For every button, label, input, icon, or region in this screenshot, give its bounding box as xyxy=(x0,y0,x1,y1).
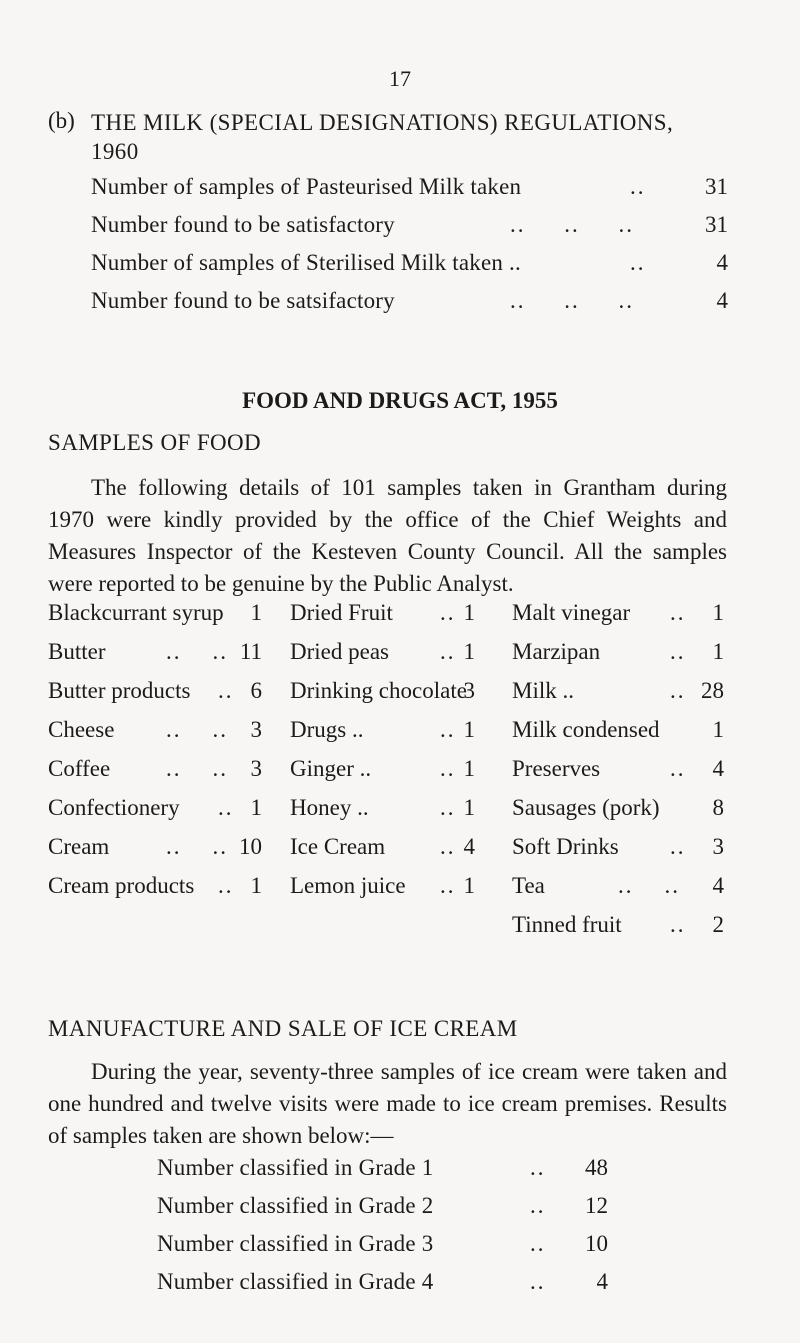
milk-row-leader: .. xyxy=(630,174,646,199)
food-sample-count: 1 xyxy=(712,717,724,742)
food-sample-leader: .. xyxy=(440,717,456,742)
food-sample-count: 3 xyxy=(712,834,724,859)
grade-row-label: Number classified in Grade 4 xyxy=(157,1269,434,1294)
food-sample-count: 1 xyxy=(712,600,724,625)
food-sample-leader: .. xyxy=(670,756,686,781)
grade-row-label: Number classified in Grade 2 xyxy=(157,1193,434,1218)
food-sample-count: 1 xyxy=(463,795,475,820)
food-sample-name: Cheese xyxy=(48,717,115,742)
food-samples-subheading: SAMPLES OF FOOD xyxy=(48,430,262,455)
grade-row-value: 48 xyxy=(585,1155,608,1180)
grade-row-leader: .. xyxy=(530,1155,546,1180)
food-sample-count: 28 xyxy=(701,678,724,703)
food-sample-name: Blackcurrant syrup xyxy=(48,600,224,625)
food-sample-name: Sausages (pork) xyxy=(512,795,660,820)
food-sample-leader: .. xyxy=(440,873,456,898)
food-samples-paragraph-text: The following details of 101 samples taken in Grantham during 1970 were kindly provided by the office of the Chief Weights and Measures Inspector of the Kesteven County Council. All the samples were reported to be genuine by the Public Analyst. xyxy=(48,475,727,596)
food-sample-count: 4 xyxy=(712,873,724,898)
food-sample-leader: .. .. xyxy=(166,834,228,859)
food-sample-name: Dried peas xyxy=(290,639,389,664)
food-sample-count: 1 xyxy=(463,600,475,625)
food-sample-name: Marzipan xyxy=(512,639,601,664)
food-sample-count: 1 xyxy=(250,795,262,820)
grade-row-value: 12 xyxy=(585,1193,608,1218)
milk-row-label: Number of samples of Pasteurised Milk taken xyxy=(91,174,522,199)
grade-row-value: 4 xyxy=(596,1269,608,1294)
ice-cream-heading: MANUFACTURE AND SALE OF ICE CREAM xyxy=(48,1016,518,1041)
milk-row-label: Number found to be satisfactory xyxy=(91,212,395,237)
food-sample-name: Tea xyxy=(512,873,545,898)
grade-row-leader: .. xyxy=(530,1231,546,1256)
food-sample-count: 1 xyxy=(463,717,475,742)
food-sample-leader: .. .. xyxy=(618,873,680,898)
food-sample-count: 1 xyxy=(250,873,262,898)
food-sample-count: 1 xyxy=(712,639,724,664)
ice-cream-paragraph-text: During the year, seventy-three samples of ice cream were taken and one hundred and twelve visits were made to ice cream premises. Results of samples taken are shown below:— xyxy=(48,1059,727,1148)
milk-row-label: Number of samples of Sterilised Milk taken .. xyxy=(91,250,521,275)
food-sample-leader: .. xyxy=(440,756,456,781)
food-sample-name: Confectionery xyxy=(48,795,180,820)
grade-row-label: Number classified in Grade 1 xyxy=(157,1155,434,1180)
food-sample-name: Drugs .. xyxy=(290,717,364,742)
food-sample-leader: .. xyxy=(218,873,234,898)
food-sample-name: Milk .. xyxy=(512,678,574,703)
milk-row-value: 4 xyxy=(716,288,728,313)
food-sample-leader: .. xyxy=(670,639,686,664)
food-sample-leader: .. xyxy=(670,834,686,859)
grade-row-value: 10 xyxy=(585,1231,608,1256)
food-samples-paragraph xyxy=(48,472,727,600)
section-title xyxy=(91,108,673,166)
ice-cream-paragraph xyxy=(48,1056,727,1152)
milk-row-label: Number found to be satsifactory xyxy=(91,288,395,313)
food-sample-count: 1 xyxy=(463,873,475,898)
food-sample-name: Dried Fruit xyxy=(290,600,393,625)
food-sample-count: 3 xyxy=(463,678,475,703)
section-title-line-2: 1960 xyxy=(91,139,139,164)
food-sample-name: Soft Drinks xyxy=(512,834,619,859)
milk-row-value: 31 xyxy=(705,212,728,237)
milk-row-leader: .. .. .. xyxy=(510,288,634,313)
food-sample-leader: .. xyxy=(440,795,456,820)
page-number: 17 xyxy=(389,66,411,91)
food-sample-count: 1 xyxy=(463,756,475,781)
food-sample-count: 10 xyxy=(239,834,262,859)
food-sample-leader: .. .. xyxy=(166,717,228,742)
food-sample-name: Preserves xyxy=(512,756,601,781)
food-sample-count: 4 xyxy=(463,834,475,859)
grade-row-label: Number classified in Grade 3 xyxy=(157,1231,434,1256)
food-sample-count: 8 xyxy=(712,795,724,820)
food-sample-count: 2 xyxy=(712,912,724,937)
food-sample-leader: .. xyxy=(440,600,456,625)
food-sample-name: Tinned fruit xyxy=(512,912,622,937)
food-sample-count: 1 xyxy=(250,600,262,625)
food-sample-leader: .. xyxy=(440,639,456,664)
milk-row-leader: .. xyxy=(630,250,646,275)
milk-row-value: 31 xyxy=(705,174,728,199)
food-sample-name: Butter xyxy=(48,639,106,664)
food-sample-name: Cream products xyxy=(48,873,195,898)
food-sample-leader: .. xyxy=(670,678,686,703)
food-sample-leader: .. xyxy=(218,678,234,703)
food-sample-count: 6 xyxy=(250,678,262,703)
food-drugs-heading: FOOD AND DRUGS ACT, 1955 xyxy=(242,388,558,413)
food-sample-name: Milk condensed xyxy=(512,717,660,742)
food-sample-name: Ice Cream xyxy=(290,834,386,859)
food-sample-leader: .. .. xyxy=(166,756,228,781)
food-sample-count: 1 xyxy=(463,639,475,664)
food-sample-name: Cream xyxy=(48,834,110,859)
section-title-line-1: THE MILK (SPECIAL DESIGNATIONS) REGULATIONS, xyxy=(91,110,674,135)
grade-row-leader: .. xyxy=(530,1193,546,1218)
food-sample-leader: .. xyxy=(670,912,686,937)
food-sample-name: Coffee xyxy=(48,756,111,781)
milk-row-leader: .. .. .. xyxy=(510,212,634,237)
food-sample-count: 4 xyxy=(712,756,724,781)
food-sample-leader: .. xyxy=(440,834,456,859)
food-sample-count: 11 xyxy=(239,639,262,664)
food-sample-count: 3 xyxy=(250,717,262,742)
food-sample-name: Ginger .. xyxy=(290,756,372,781)
grade-row-leader: .. xyxy=(530,1269,546,1294)
food-sample-name: Malt vinegar xyxy=(512,600,631,625)
food-sample-name: Drinking chocolate xyxy=(290,678,467,703)
food-sample-name: Lemon juice xyxy=(290,873,406,898)
food-sample-leader: .. xyxy=(670,600,686,625)
food-sample-count: 3 xyxy=(250,756,262,781)
section-label: (b) xyxy=(48,108,75,133)
milk-row-value: 4 xyxy=(716,250,728,275)
food-sample-name: Honey .. xyxy=(290,795,369,820)
food-sample-name: Butter products xyxy=(48,678,191,703)
food-sample-leader: .. xyxy=(218,795,234,820)
food-sample-leader: .. .. xyxy=(166,639,228,664)
